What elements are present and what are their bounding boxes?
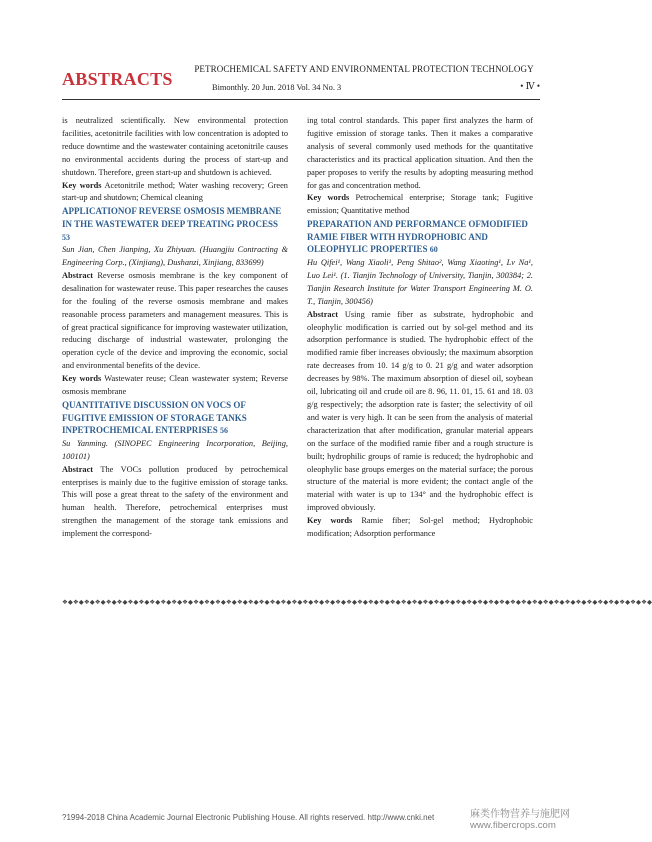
copyright-footer: ?1994-2018 China Academic Journal Electronic Publishing House. All rights reserved. http://www.cnki.net <box>62 813 435 822</box>
ornamental-divider: ❖◆❖◆❖◆❖◆❖◆❖◆❖◆❖◆❖◆❖◆❖◆❖◆❖◆❖◆❖◆❖◆❖◆❖◆❖◆❖◆❖◆❖◆❖◆❖◆❖◆❖◆❖◆❖◆❖◆❖◆❖◆❖◆❖◆❖◆❖◆❖◆❖◆❖◆❖◆❖◆❖◆❖◆❖◆❖◆❖◆❖◆❖◆❖◆❖◆❖◆❖◆❖◆❖◆❖◆ <box>62 599 652 606</box>
abstract-paragraph <box>62 270 288 373</box>
abstract-text: Using ramie fiber as substrate, hydrophobic and oleophylic modification is carried out by sol-gel method and its adsorption performance is studied. The hydrophobic effect of the modified ramie fiber increases obviously; the maximum absorption rate decreases from 10. 14 g/g to 0. 21 g/g and water adsorption decreases by 98%. The maximum absorption of diesel oil, soybean oil, lubricating oil and crude oil are 8. 96, 11. 01, 15. 61 and 18. 03 g/g respectively; the adsorption rate is faster; the selectivity of oil and water is very high. It can be seen from the analysis of material characterization that after modification, granular material appears on the surface of the modified ramie fiber and a rough structure is built; hydrophilic groups of ramie is reduced; the hydrophobic and oleophylic base groups emerges on the material surface; the porous structure of the material is more evident; the contact angle of the material with water is up to 134° and the hydrophobic effect is improved obviously. <box>307 309 533 513</box>
keywords-label: Key words <box>307 516 353 526</box>
page-number: • Ⅳ • <box>520 81 540 91</box>
header-rule <box>62 99 540 100</box>
continued-paragraph: is neutralized scientifically. New environmental protection facilities, acetonitrile facilities with low concentration is adopted to reduce downtime and the wastewater containing acetonitrile causes no environmental accidents during the process of start-up and shutdown. Therefore, green start-up and shutdown is achieved. <box>62 116 288 177</box>
right-column <box>307 115 533 541</box>
abstract-text: The VOCs pollution produced by petrochemical enterprises is mainly due to the fugitive emission of storage tanks. This will pose a great threat to the safety of the environment and human health. Therefore, petrochemical enterprises must strengthen the management of the storage tank emissions and implement the correspond- <box>62 464 289 539</box>
watermark-text: 麻类作物营养与施肥网 <box>470 809 570 820</box>
abstract-label: Abstract <box>62 464 94 474</box>
keywords-paragraph <box>307 192 533 218</box>
keywords-label: Key words <box>62 374 102 384</box>
article-title-text: APPLICATIONOF REVERSE OSMOSIS MEMBRANE IN THE WASTEWATER DEEP TREATING PROCESS <box>62 206 282 229</box>
page-reference: 56 <box>220 426 229 436</box>
keywords-label: Key words <box>307 193 350 203</box>
article-authors: Hu Qifei¹, Wang Xiaoli¹, Peng Shitao², Wang Xiaoting¹, Lv Na¹, Luo Lei¹. (1. Tianjin Technology of University, Tianjin, 300384; 2. Tianjin Research Institute for Water Transport Engineering M. O. T., Tianjin, 300456) <box>307 258 533 306</box>
keywords-paragraph <box>307 515 533 541</box>
keywords-text: Ramie fiber; Sol-gel method; Hydrophobic modification; Adsorption performance <box>307 516 534 539</box>
keywords-paragraph <box>62 373 288 399</box>
watermark <box>470 809 570 831</box>
article-title <box>62 399 288 438</box>
page-header <box>62 64 540 100</box>
keywords-label: Key words <box>62 180 102 190</box>
abstract-paragraph <box>307 309 533 516</box>
page-reference: 53 <box>62 232 70 242</box>
article-title <box>307 218 533 257</box>
article-authors: Su Yanming. (SINOPEC Engineering Incorporation, Beijing, 100101) <box>62 438 288 461</box>
abstract-label: Abstract <box>307 309 339 319</box>
article-title <box>62 205 288 244</box>
article-authors: Sun Jian, Chen Jianping, Xu Zhiyuan. (Huangjiu Contracting & Engineering Corp., (Xinjiang), Dushanzi, Xinjiang, 833699) <box>62 245 288 268</box>
issue-info: Bimonthly. 20 Jun. 2018 Vol. 34 No. 3 <box>212 83 342 92</box>
abstract-text: Reverse osmosis membrane is the key component of desalination for wastewater reuse. This paper researches the causes for the fouling of the reverse osmosis membrane and makes reasonable process parameters and management measures. This is of great practical significance for improving wastewater utilization, reducing discharge of industrial wastewater, prolonging the operation cycle of the device and improving the economic, social and environmental benefits of the device. <box>62 270 288 371</box>
abstract-label: Abstract <box>62 270 94 280</box>
article-title-text: PREPARATION AND PERFORMANCE OFMODIFIED RAMIE FIBER WITH HYDROPHOBIC AND OLEOPHYLIC PROPERTIES <box>307 219 528 255</box>
page-reference: 60 <box>429 245 438 255</box>
keywords-text: Wastewater reuse; Clean wastewater system; Reverse osmosis membrane <box>62 374 288 397</box>
abstract-paragraph <box>62 464 288 541</box>
keywords-text: Acetonitrile method; Water washing recovery; Green start-up and shutdown; Chemical cleaning <box>62 180 288 203</box>
section-title: ABSTRACTS <box>62 69 173 89</box>
keywords-paragraph <box>62 180 288 206</box>
journal-name: PETROCHEMICAL SAFETY AND ENVIRONMENTAL PROTECTION TECHNOLOGY <box>194 64 534 74</box>
keywords-text: Petrochemical enterprise; Storage tank; Fugitive emission; Quantitative method <box>307 193 533 216</box>
article-title-text: QUANTITATIVE DISCUSSION ON VOCS OF FUGITIVE EMISSION OF STORAGE TANKS INPETROCHEMICAL ENTERPRISES <box>62 400 247 436</box>
watermark-url: www.fibercrops.com <box>470 820 556 831</box>
left-column <box>62 115 288 541</box>
continued-paragraph: ing total control standards. This paper first analyzes the harm of fugitive emission of storage tanks. Then it makes a comparative analysis of several commonly used methods for the quantitative characteristics and its practical application situation. And then the paper proposes to verify the results by adopting measuring method for gas and concentration method. <box>307 116 533 190</box>
